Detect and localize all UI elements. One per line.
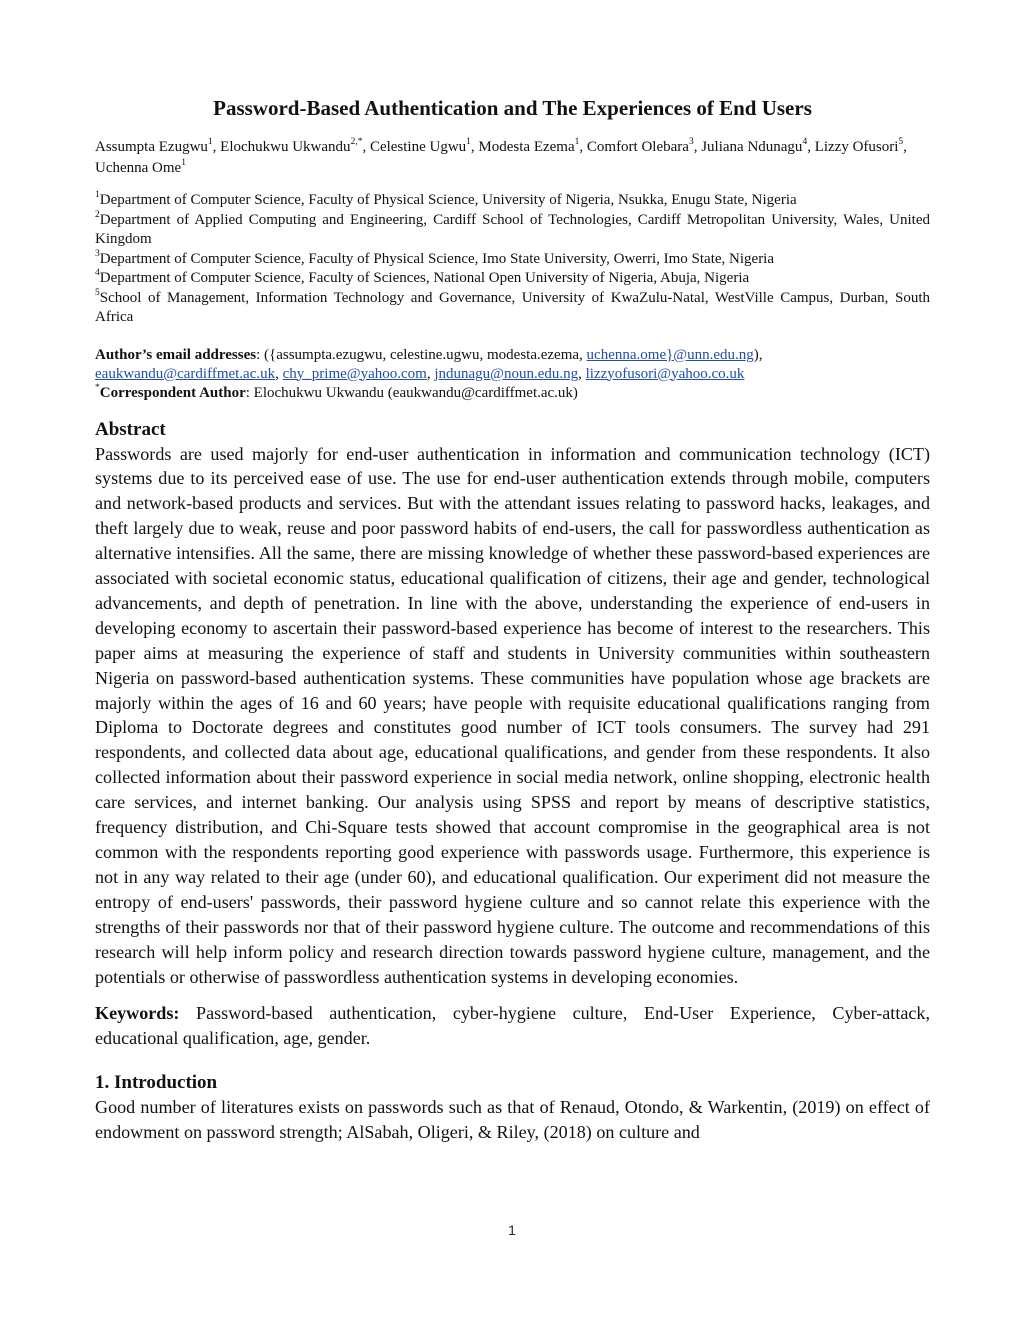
email-link-ugwu[interactable]: chy_prime@yahoo.com [282,365,427,382]
affiliation-number: 4 [95,268,100,278]
author-separator: , [903,139,907,155]
author-name: Comfort Olebara [586,139,689,155]
introduction-heading: 1. Introduction [95,1072,218,1094]
email-label: Author’s email addresses [95,346,257,363]
abstract-text: Passwords are used majorly for end-user authentication in information and communication technology (ICT) systems due to its perceived ease of use. The use for end-user authentication extends through mobile, computers and network-based products and services. But with the attendant issues relating to password hacks, leakages, and theft largely due to weak, reuse and poor password habits of end-users, the call for passwordless authentication as alternative intensifies. All the same, there are missing knowledge of whether these password-based experiences are associated with societal economic status, educational qualification of citizens, their age and gender, technological advancements, and depth of penetration. In line with the above, understanding the experience of end-users in developing economy to ascertain their password-based experience has become of interest to the researchers. This paper aims at measuring the experience of staff and students in University communities within southeastern Nigeria on password-based authentication systems. These communities have population whose age brackets are majorly within the ages of 16 and 60 years; have people with requisite educational qualifications ranging from Diploma to Doctorate degrees and constitutes good number of ICT tools consumers. The survey had 291 respondents, and collected data about age, educational qualifications, and gender from these respondents. It also collected information about their password experience in social media network, online shopping, electronic health care services, and internet banking. Our analysis using SPSS and report by means of descriptive statistics, frequency distribution, and Chi-Square tests showed that account compromise in the geographical area is not common with the respondents reporting good experience with passwords usage. Furthermore, this experience is not in any way related to their age (under 60), and educational qualification. Our experiment did not measure the entropy of end-users' passwords, their password hygiene culture and so cannot relate this experience with the strengths of their passwords nor that of their password hygiene culture. The outcome and recommendations of this research will help inform policy and research direction towards password hygiene culture, management, and the potentials or otherwise of passwordless authentication systems in developing economies. [95,443,930,987]
author-name: Lizzy Ofusori [814,139,899,155]
author-name: Assumpta Ezugwu [95,139,208,155]
affiliation-item [95,191,930,211]
author-affiliation-mark: 3 [688,137,694,147]
affiliation-number: 2 [95,209,100,220]
email-separator: , [578,365,586,382]
affiliation-item [95,250,930,270]
abstract-heading: Abstract [95,418,166,440]
author-affiliation-mark: 2,* [350,137,363,147]
affiliation-text: Department of Computer Science, Faculty of Physical Science, University of Nigeria, Nsukka, Enugu State, Nigeria [99,192,797,208]
author-separator: , [807,139,815,155]
affiliation-text: Department of Applied Computing and Engineering, Cardiff School of Technologies, Cardiff Metropolitan University, Wales, United Kingdom [95,211,930,247]
correspondent-text: : Elochukwu Ukwandu (eaukwandu@cardiffmet.ac.uk) [245,384,578,401]
author-separator: , [693,139,702,155]
author-affiliation-mark: 1 [207,137,213,147]
page-number: 1 [508,1222,516,1238]
email-link-ofusori[interactable]: lizzyofusori@yahoo.co.uk [585,365,745,382]
affiliation-item [95,289,930,328]
author-separator: , [470,139,479,155]
correspondent-line [95,384,930,403]
email-separator: , [275,365,283,382]
affiliation-number: 5 [95,287,100,298]
author-affiliation-mark: 1 [574,137,580,147]
email-prefix: : ({assumpta.ezugwu, celestine.ugwu, modesta.ezema, [256,346,587,363]
affiliation-number: 3 [95,248,100,259]
keywords-label: Keywords: [95,1003,180,1024]
author-affiliation-mark: 1 [466,137,471,147]
author-separator: , [579,139,587,155]
author-name: Elochukwu Ukwandu [220,139,351,155]
author-name: Celestine Ugwu [369,139,467,155]
affiliation-number: 1 [95,190,100,200]
email-line [95,346,930,365]
email-separator: , [426,365,435,382]
paper-page [95,95,930,1145]
keywords-text: Password-based authentication, cyber-hygiene culture, End-User Experience, Cyber-attack, educational qualification, age, gender. [95,1003,930,1049]
author-name: Juliana Ndunagu [701,139,803,155]
affiliation-text: School of Management, Information Technology and Governance, University of KwaZulu-Natal, WestVille Campus, Durban, South Africa [95,289,930,325]
correspondent-label: Correspondent Author [99,384,246,401]
email-addresses [95,346,930,403]
author-name: Modesta Ezema [478,139,575,155]
affiliation-item [95,269,930,289]
correspondent-star: * [95,382,100,393]
email-link-ome[interactable]: uchenna.ome}@unn.edu.ng [586,346,754,363]
affiliation-list [95,191,930,328]
author-affiliation-mark: 1 [181,158,186,168]
affiliation-text: Department of Computer Science, Faculty of Sciences, National Open University of Nigeria, Abuja, Nigeria [99,270,750,286]
affiliation-item [95,211,930,250]
author-list [95,137,930,179]
author-affiliation-mark: 4 [802,137,808,147]
keywords [95,1001,930,1051]
paper-title: Password-Based Authentication and The Experiences of End Users [213,96,812,120]
introduction-text: Good number of literatures exists on passwords such as that of Renaud, Otondo, & Warkentin, (2019) on effect of endowment on password strength; AlSabah, Oligeri, & Riley, (2018) on culture and [95,1097,930,1143]
affiliation-text: Department of Computer Science, Faculty of Physical Science, Imo State University, Owerri, Imo State, Nigeria [99,250,775,267]
email-link-ukwandu[interactable]: eaukwandu@cardiffmet.ac.uk [95,365,276,382]
author-separator: , [212,139,221,155]
author-affiliation-mark: 5 [898,137,904,147]
author-separator: , [362,139,370,155]
email-links-line [95,365,930,384]
author-name: Uchenna Ome [95,160,182,176]
email-link-ndunagu[interactable]: jndunagu@noun.edu.ng [434,365,579,382]
email-after-first: ), [753,346,763,363]
